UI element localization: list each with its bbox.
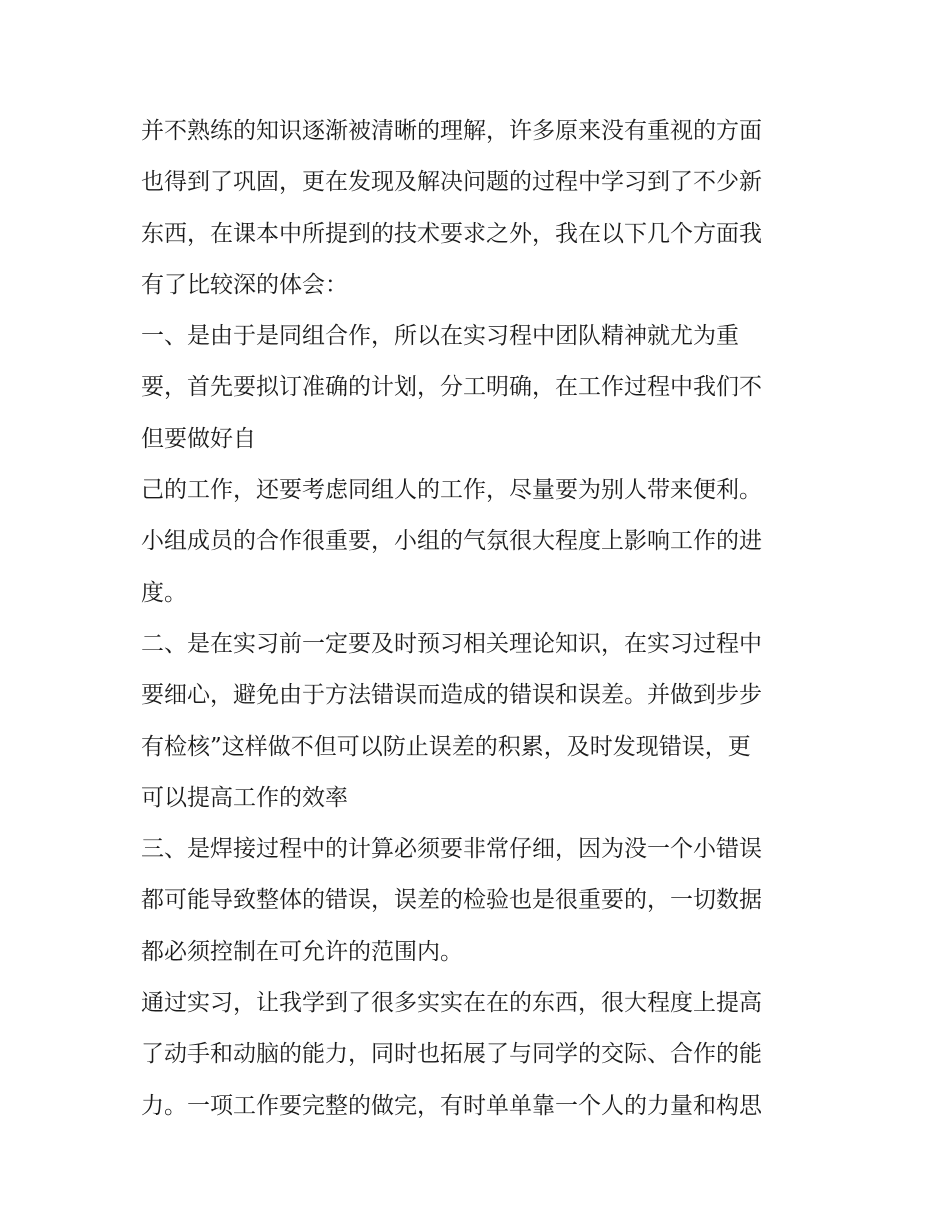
document-page — [141, 111, 821, 1137]
text-line: 并不熟练的知识逐渐被清晰的理解，许多原来没有重视的方面 — [141, 118, 762, 144]
text-line: 有检核”这样做不但可以防止误差的积累，及时发现错误，更 — [141, 733, 751, 760]
text-line: 一、是由于是同组合作，所以在实习程中团队精神就尤为重 — [141, 323, 739, 350]
text-line: 东西，在课本中所提到的技术要求之外，我在以下几个方面我 — [141, 220, 762, 247]
text-line: 小组成员的合作很重要，小组的气氛很大程度上影响工作的进 — [141, 528, 762, 555]
text-line: 要细心，避免由于方法错误而造成的错误和误差。并做到步步 — [141, 682, 762, 709]
text-line: 要，首先要拟订准确的计划，分工明确，在工作过程中我们不 — [141, 374, 762, 401]
text-line: 都必须控制在可允许的范围内。 — [141, 938, 463, 965]
text-line: 但要做好自 — [141, 425, 256, 452]
text-line: 通过实习，让我学到了很多实实在在的东西，很大程度上提高 — [141, 990, 762, 1017]
text-line: 己的工作，还要考虑同组人的工作，尽量要为别人带来便利。 — [141, 477, 762, 504]
text-line: 了动手和动脑的能力，同时也拓展了与同学的交际、合作的能 — [141, 1041, 762, 1068]
text-line: 也得到了巩固，更在发现及解决问题的过程中学习到了不少新 — [141, 169, 762, 196]
text-line: 可以提高工作的效率 — [141, 784, 348, 811]
text-line: 力。一项工作要完整的做完，有时单单靠一个人的力量和构思 — [141, 1092, 762, 1119]
text-line: 度。 — [141, 579, 187, 606]
text-line: 有了比较深的体会： — [141, 271, 348, 298]
text-line: 三、是焊接过程中的计算必须要非常仔细，因为没一个小错误 — [141, 836, 762, 863]
text-line: 都可能导致整体的错误，误差的检验也是很重要的，一切数据 — [141, 887, 762, 914]
text-line: 二、是在实习前一定要及时预习相关理论知识，在实习过程中 — [141, 630, 762, 657]
